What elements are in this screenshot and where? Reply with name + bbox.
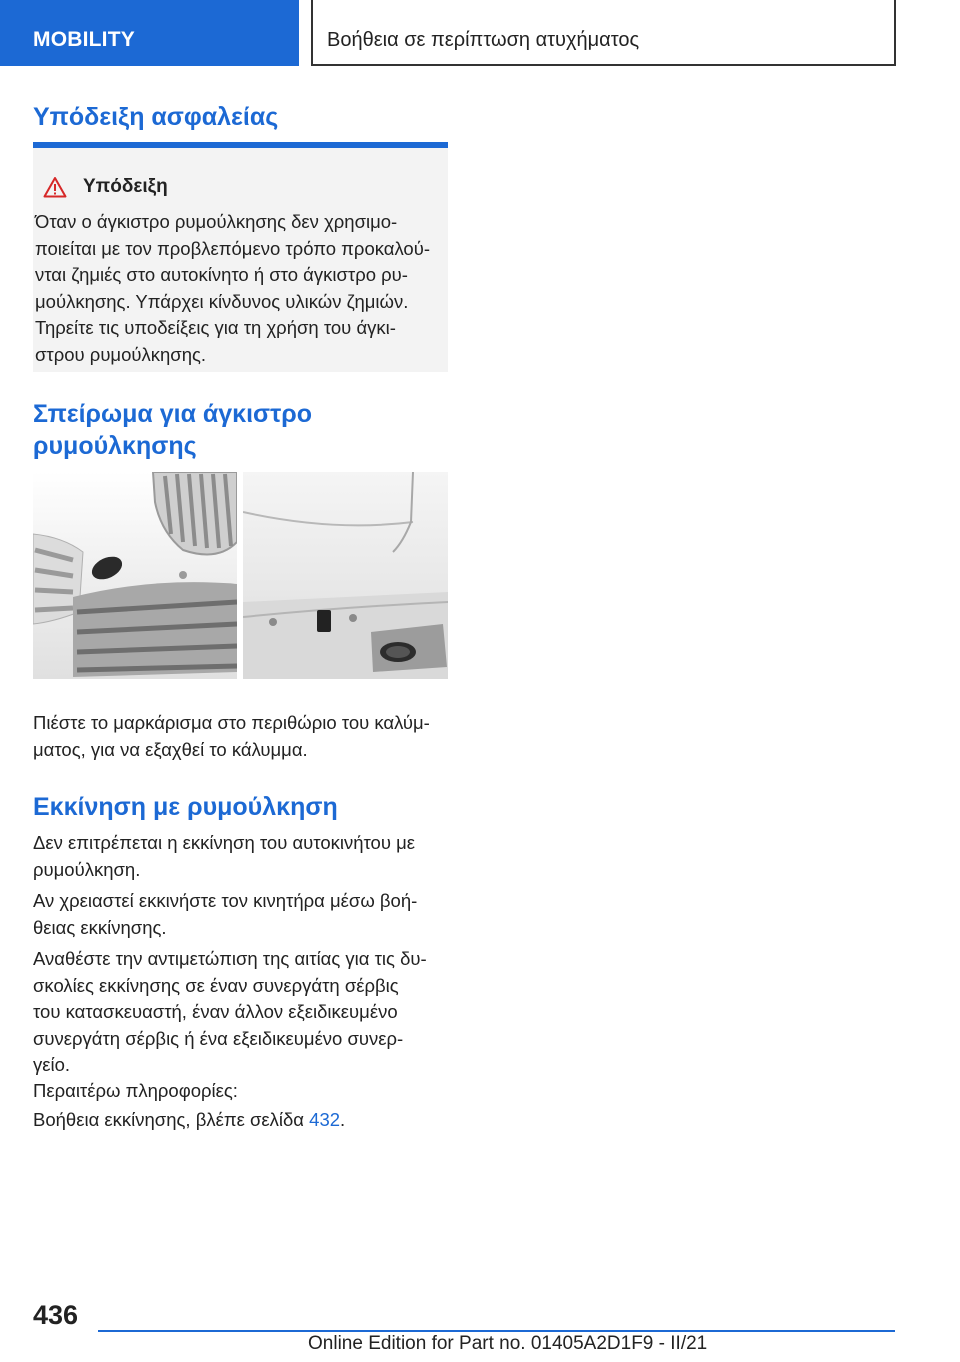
chapter-title: Βοήθεια σε περίπτωση ατυχήματος (327, 29, 640, 51)
more-info-label: Περαιτέρω πληροφορίες: (33, 1080, 238, 1101)
paragraph-line: Αναθέστε την αντιμετώπιση της αιτίας για τις δυ- (33, 948, 427, 969)
warning-line: νται ζημιές στο αυτοκίνητο ή στο άγκιστρο ρυ- (35, 264, 408, 285)
caption-line: Πιέστε το μαρκάρισμα στο περιθώριο του καλύμ- (33, 712, 430, 733)
section-label: MOBILITY (33, 28, 135, 51)
paragraph-line: θειας εκκίνησης. (33, 916, 167, 938)
front-bumper-photo (33, 472, 237, 679)
tow-start-heading: Εκκίνηση με ρυμούλκηση (33, 793, 338, 821)
paragraph-line: σκολίες εκκίνησης σε έναν συνεργάτη σέρβις (33, 974, 399, 996)
section-tab (0, 0, 299, 66)
caption-line: ματος, για να εξαχθεί το κάλυμμα. (33, 738, 308, 760)
edition-info: Online Edition for Part no. 01405A2D1F9 - II/21 (308, 1333, 708, 1354)
warning-box (33, 142, 448, 372)
cross-reference-text: Βοήθεια εκκίνησης, βλέπε σελίδα (33, 1109, 310, 1130)
safety-heading: Υπόδειξη ασφαλείας (33, 103, 279, 131)
page-link[interactable]: 432 (309, 1109, 341, 1130)
paragraph-line: γείο. (33, 1054, 71, 1075)
paragraph-line: του κατασκευαστή, έναν άλλον εξειδικευμένο (33, 1001, 398, 1022)
rear-bumper-illustration (243, 472, 448, 679)
warning-line: Όταν ο άγκιστρο ρυμούλκησης δεν χρησιμο- (35, 211, 398, 232)
figure-caption (33, 710, 448, 763)
bumper-photo (33, 472, 448, 679)
paragraph-line: Δεν επιτρέπεται η εκκίνηση του αυτοκινήτου με (33, 832, 416, 853)
cross-reference (33, 1107, 448, 1134)
paragraph-line: ρυμούλκηση. (33, 858, 141, 880)
cross-reference-end: . (340, 1109, 346, 1130)
warning-title-row (43, 176, 168, 198)
tow-start-paragraph-1 (33, 830, 448, 883)
tow-start-paragraph-3 (33, 946, 448, 1079)
page-header (0, 0, 960, 66)
warning-line: ποιείται με τον προβλεπόμενο τρόπο προκαλού- (35, 237, 430, 259)
page-number: 436 (33, 1300, 79, 1330)
paragraph-line: Αν χρειαστεί εκκινήστε τον κινητήρα μέσω βοή- (33, 890, 418, 911)
chapter-box (311, 0, 896, 66)
warning-line: στρου ρυμούλκησης. (35, 343, 207, 365)
warning-line: Τηρείτε τις υποδείξεις για τη χρήση του άγκι- (35, 317, 396, 338)
paragraph-line: συνεργάτη σέρβις ή ένα εξειδικευμένο συνερ- (33, 1027, 404, 1049)
warning-title: Υπόδειξη (83, 176, 168, 197)
thread-heading-line: ρυμούλκησης (33, 432, 197, 460)
front-bumper-illustration (33, 472, 237, 679)
rear-bumper-photo (243, 472, 448, 679)
thread-heading (33, 398, 448, 462)
warning-line: μούλκησης. Υπάρχει κίνδυνος υλικών ζημιών. (35, 290, 409, 312)
warning-triangle-icon (43, 176, 67, 198)
thread-heading-line: Σπείρωμα για άγκιστρο (33, 400, 313, 428)
footer-divider (98, 1330, 895, 1332)
tow-start-paragraph-2 (33, 888, 448, 941)
warning-text (35, 209, 445, 368)
